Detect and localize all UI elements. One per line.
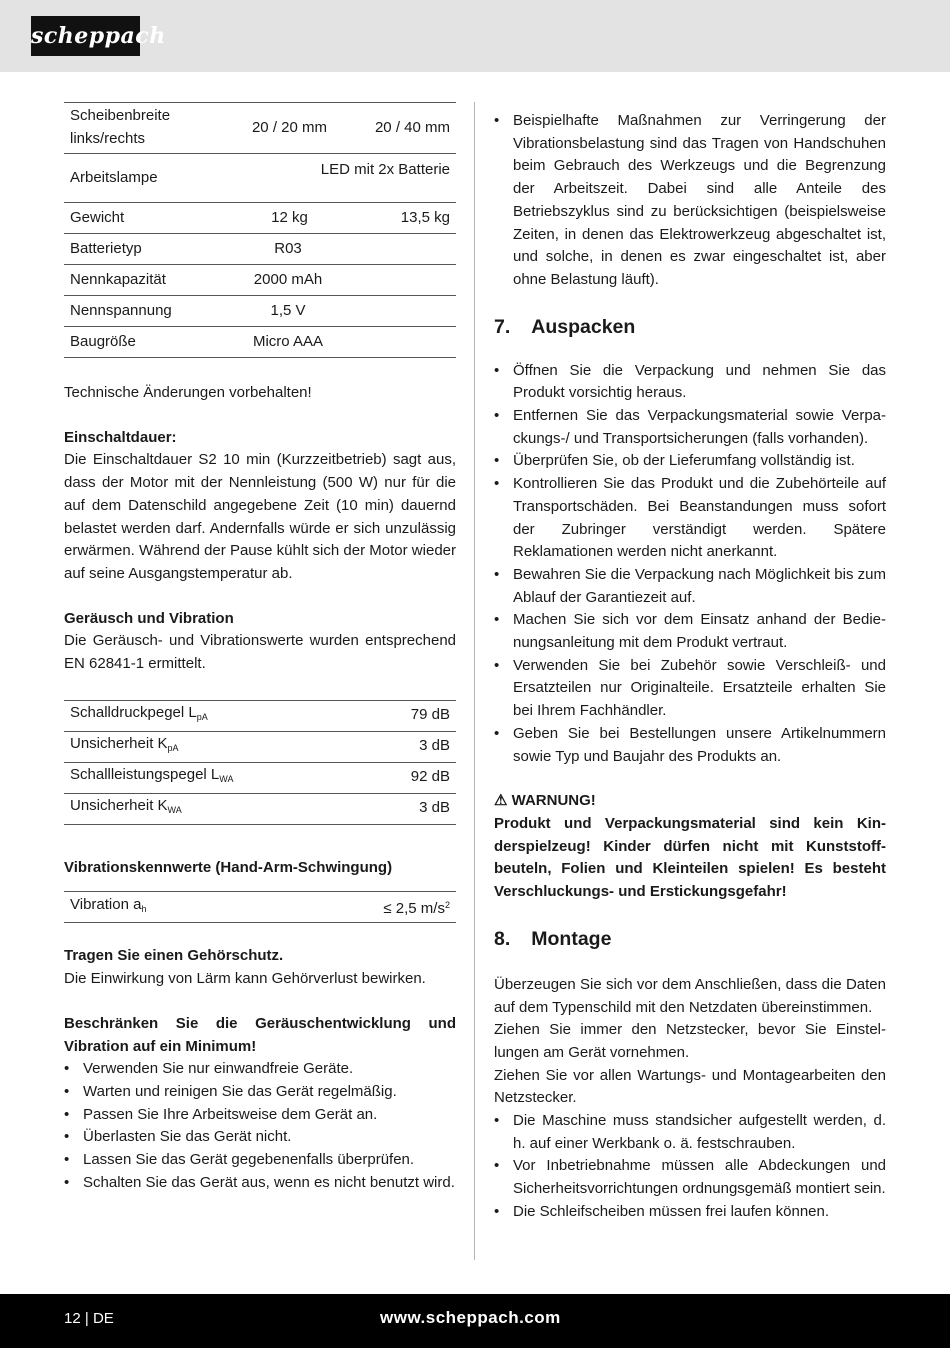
spec-label: Nennspannung — [64, 296, 234, 327]
table-row — [64, 103, 456, 154]
spec-label: Nennkapazität — [64, 265, 234, 296]
spec-value: 1,5 V — [234, 296, 456, 327]
vibration-heading: Vibrationskennwerte (Hand-Arm-Schwingung) — [64, 858, 393, 876]
vibration-label: Vibration $a_h$ — [64, 892, 272, 923]
ear-protection-text: Die Einwirkung von Lärm kann Gehörverlust bewirken. — [64, 970, 426, 988]
spec-value: LED mit 2x Batterie — [234, 154, 456, 203]
table-row — [64, 265, 456, 296]
limit-heading: Beschränken Sie die Geräuschentwicklung und Vibration auf ein Minimum! — [64, 1014, 456, 1055]
noise-heading: Geräusch und Vibration — [64, 609, 234, 627]
spec-label: Gewicht — [64, 203, 234, 234]
spec-table — [64, 102, 456, 358]
vibration-value: ≤ 2,5 $m/s^2$ — [272, 892, 456, 923]
ear-protection-heading: Tragen Sie einen Gehörschutz. — [64, 947, 284, 965]
spec-label: Arbeitslampe — [64, 154, 234, 203]
list-item: • Warten und reinigen Sie das Gerät regelmäßig. — [64, 1081, 456, 1104]
spec-value: 13,5 kg — [345, 203, 456, 234]
table-row — [64, 762, 456, 793]
section-8-heading — [494, 926, 886, 952]
table-row — [64, 203, 456, 234]
noise-table — [64, 700, 456, 825]
noise-label: Schallleistungspegel $L_{WA}$ — [64, 762, 367, 793]
list-item: • Die Maschine muss standsicher aufgestellt werden, d. h. auf einer Werkbank o. ä. festschrauben. — [494, 1110, 886, 1155]
list-item: • Beispielhafte Maßnahmen zur Verringerung der Vibrationsbelastung sind das Tragen von Handschuhen beim Gebrauch des Werkzeugs und die Begrenzung der Arbeitszeit. Dabei sind alle Anteile des Betriebszyklus sind zu berücksichtigen (beispielsweise Zeiten, in denen das Elektrowerkzeug abgeschaltet ist, und solche, in denen es zwar eingeschaltet ist, aber ohne Belastung läuft). — [494, 110, 886, 292]
list-item: • Überlasten Sie das Gerät nicht. — [64, 1126, 456, 1149]
limit-list — [64, 1058, 456, 1194]
list-item: • Entfernen Sie das Verpackungsmaterial sowie Verpackungs-/ und Transportsicherungen (falls vorhanden). — [494, 405, 886, 450]
section-title: Auspacken — [531, 315, 636, 338]
noise-label: Unsicherheit $K_{pA}$ — [64, 731, 367, 762]
list-item: • Kontrollieren Sie das Produkt und die Zubehörteile auf Transportschäden. Bei Beanstandungen muss sofort der Zubringer verständigt werden. Spätere Reklamationen werden nicht anerkannt. — [494, 473, 886, 564]
page-header — [0, 0, 950, 72]
spec-label: Scheibenbreite links/rechts — [64, 103, 234, 154]
table-row — [64, 154, 456, 203]
table-row — [64, 700, 456, 731]
page-footer — [0, 1294, 950, 1348]
spec-value: 12 kg — [234, 203, 345, 234]
list-item: • Geben Sie bei Bestellungen unsere Artikelnummern sowie Typ und Baujahr des Produkts an. — [494, 723, 886, 768]
spec-value: 20 / 20 mm — [234, 103, 345, 154]
noise-value: 3 dB — [367, 793, 456, 824]
section-7-heading — [494, 314, 886, 340]
noise-value: 92 dB — [367, 762, 456, 793]
list-item: • Lassen Sie das Gerät gegebenenfalls überprüfen. — [64, 1149, 456, 1172]
table-row — [64, 327, 456, 358]
duty-heading: Einschaltdauer: — [64, 428, 177, 446]
section-title: Montage — [531, 927, 612, 950]
tech-note: Technische Änderungen vorbehalten! — [64, 384, 312, 401]
website-url: www.scheppach.com — [380, 1308, 561, 1327]
spec-value: R03 — [234, 234, 456, 265]
vibration-measures-list — [494, 110, 886, 292]
left-column — [64, 102, 456, 1194]
right-column — [494, 110, 886, 1224]
montage-paragraph: Überzeugen Sie sich vor dem Anschließen, dass die Daten auf dem Typenschild mit den Netzdaten übereinstimmen. — [494, 975, 886, 1016]
table-row — [64, 731, 456, 762]
list-item: • Verwenden Sie bei Zubehör sowie Verschleiß- und Ersatzteilen nur Originalteile. Ersatzteile erhalten Sie bei Ihrem Fachhändler. — [494, 655, 886, 723]
section-number: 8. — [494, 927, 511, 950]
table-row — [64, 234, 456, 265]
table-row — [64, 793, 456, 824]
noise-label: Unsicherheit $K_{WA}$ — [64, 793, 367, 824]
unpacking-list — [494, 360, 886, 769]
warning-triangle-icon: ⚠ — [494, 792, 508, 810]
noise-value: 79 dB — [367, 700, 456, 731]
list-item: • Schalten Sie das Gerät aus, wenn es nicht benutzt wird. — [64, 1172, 456, 1195]
montage-list — [494, 1110, 886, 1224]
spec-value: Micro AAA — [234, 327, 456, 358]
list-item: • Die Schleifscheiben müssen frei laufen können. — [494, 1201, 886, 1224]
page-number: 12 | DE — [64, 1310, 114, 1327]
table-row — [64, 296, 456, 327]
spec-label: Batterietyp — [64, 234, 234, 265]
list-item: • Überprüfen Sie, ob der Lieferumfang vollständig ist. — [494, 450, 886, 473]
noise-value: 3 dB — [367, 731, 456, 762]
table-row — [64, 892, 456, 923]
list-item: • Machen Sie sich vor dem Einsatz anhand der Bedienungsanleitung mit dem Produkt vertraut. — [494, 609, 886, 654]
vibration-table — [64, 891, 456, 923]
spec-label: Baugröße — [64, 327, 234, 358]
spec-value: 2000 mAh — [234, 265, 456, 296]
warning-label: WARNUNG! — [511, 792, 596, 810]
list-item: • Öffnen Sie die Verpackung und nehmen Sie das Produkt vorsichtig heraus. — [494, 360, 886, 405]
list-item: • Vor Inbetriebnahme müssen alle Abdeckungen und Sicherheitsvorrichtungen ordnungsgemäß montiert sein. — [494, 1155, 886, 1200]
column-divider — [474, 102, 475, 1260]
noise-text: Die Geräusch- und Vibrationswerte wurden entsprechend EN 62841-1 ermittelt. — [64, 632, 456, 673]
montage-paragraph: Ziehen Sie immer den Netzstecker, bevor Sie Einstellungen am Gerät vornehmen. — [494, 1021, 886, 1061]
list-item: • Verwenden Sie nur einwandfreie Geräte. — [64, 1058, 456, 1081]
warning-text: Produkt und Verpackungsmaterial sind kein Kinderspielzeug! Kinder dürfen nicht mit Kunststoffbeuteln, Folien und Kleinteilen spielen! Es besteht Verschluckungs- und Erstickungsgefahr! — [494, 814, 886, 901]
spec-value: 20 / 40 mm — [345, 103, 456, 154]
brand-logo: scheppach — [31, 16, 140, 56]
list-item: • Bewahren Sie die Verpackung nach Möglichkeit bis zum Ablauf der Garantiezeit auf. — [494, 564, 886, 609]
list-item: • Passen Sie Ihre Arbeitsweise dem Gerät an. — [64, 1104, 456, 1127]
duty-text: Die Einschaltdauer S2 10 min (Kurzzeitbetrieb) sagt aus, dass der Motor mit der Nennleistung (500 W) nur für die auf dem Datenschild angegebene Zeit (10 min) dauernd belastet werden darf. Andernfalls würde er sich unzulässig erwärmen. Während der Pause kühlt sich der Motor wieder auf seine Ausgangstemperatur ab. — [64, 451, 456, 582]
section-number: 7. — [494, 315, 511, 338]
noise-label: Schalldruckpegel $L_{pA}$ — [64, 700, 367, 731]
warning-heading — [494, 790, 886, 813]
montage-paragraph: Ziehen Sie vor allen Wartungs- und Montagearbeiten den Netzstecker. — [494, 1066, 886, 1107]
